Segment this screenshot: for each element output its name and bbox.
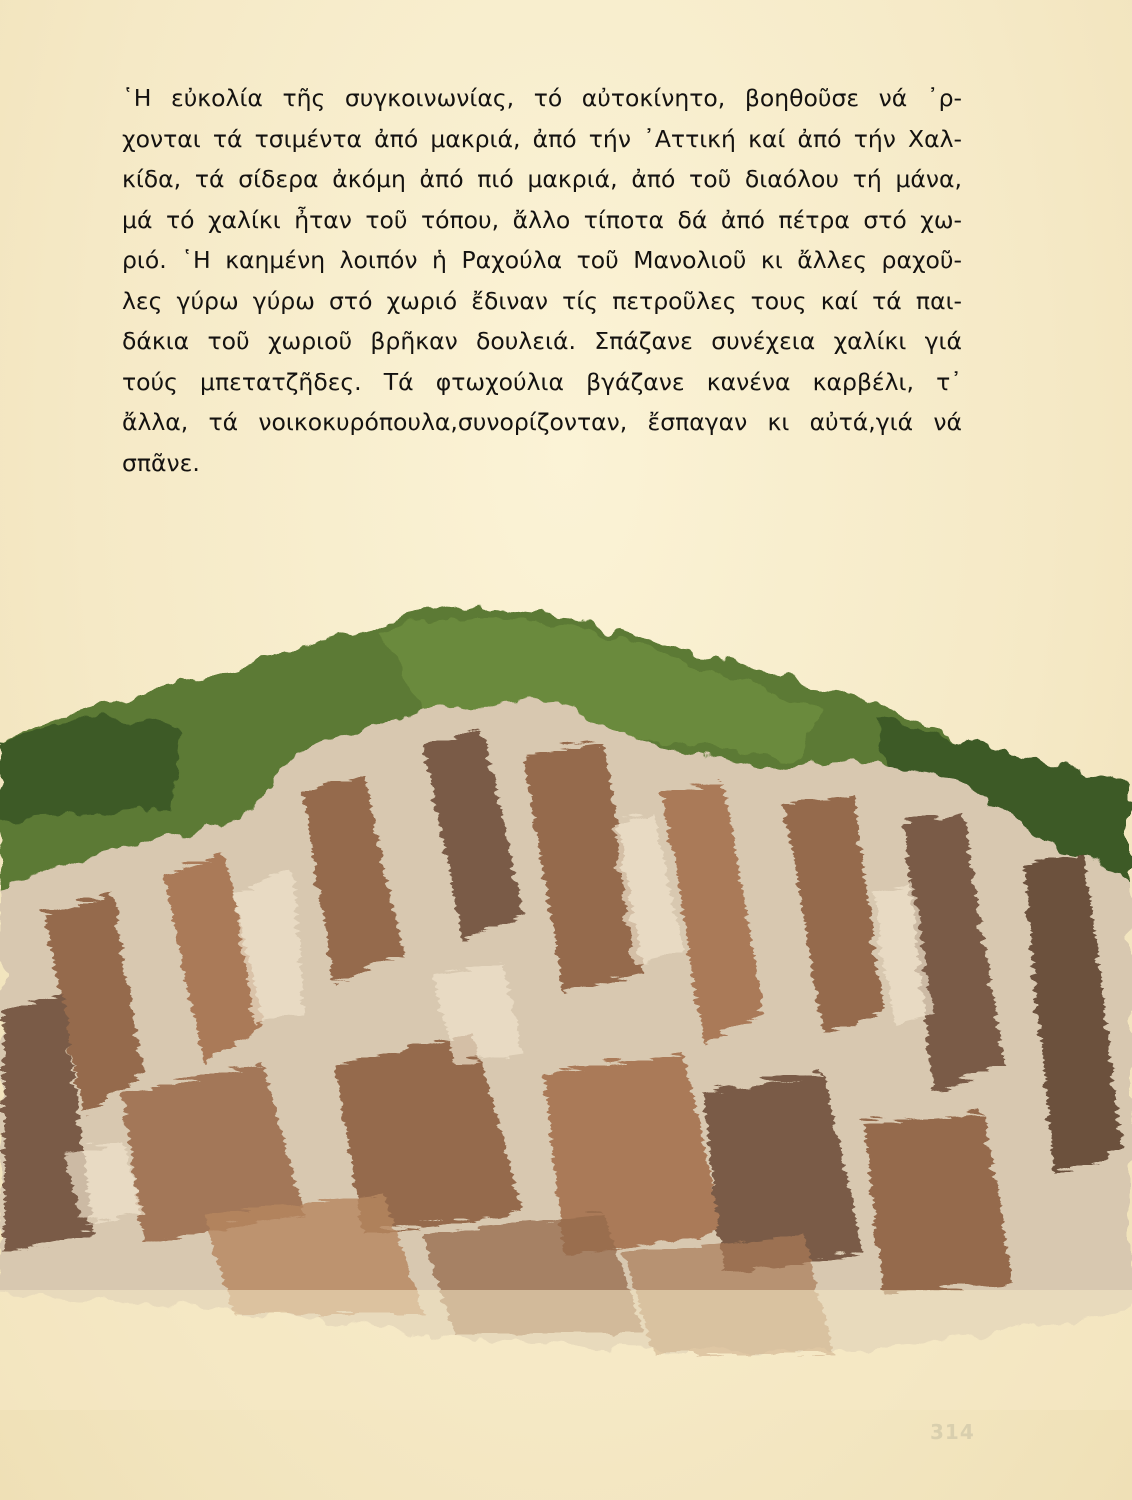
text-line: κίδα, τά σίδερα ἀκόμη ἀπό πιό μακριά, ἀπό τοῦ διαόλου τή μάνα,: [122, 165, 962, 193]
text-line: τούς μπετατζῆδες. Τά φτωχούλια βγάζανε κανένα καρβέλι, τ᾽: [122, 367, 962, 396]
text-line: χονται τά τσιμέντα ἀπό μακριά, ἀπό τήν ᾽Αττική καί ἀπό τήν Χαλ-: [122, 124, 962, 153]
text-line: δάκια τοῦ χωριοῦ βρῆκαν δουλειά. Σπάζανε συνέχεια χαλίκι γιά: [122, 327, 962, 355]
text-line: μά τό χαλίκι ἦταν τοῦ τόπου, ἄλλο τίποτα δά ἀπό πέτρα στό χω-: [122, 205, 962, 234]
text-line: ἄλλα, τά νοικοκυρόπουλα,συνορίζονταν, ἔσπαγαν κι αὐτά,γιά νά: [122, 408, 962, 436]
text-line: ριό. ῾Η καημένη λοιπόν ἡ Ραχούλα τοῦ Μανολιοῦ κι ἄλλες ραχοῦ-: [122, 246, 962, 274]
text-line: ῾Η εὐκολία τῆς συγκοινωνίας, τό αὐτοκίνητο, βοηθοῦσε νά ᾽ρ-: [122, 84, 962, 112]
page-number: 314: [930, 1420, 975, 1444]
body-paragraph: [122, 78, 962, 483]
text-line: σπᾶνε.: [122, 448, 200, 477]
text-line: λες γύρω γύρω στό χωριό ἔδιναν τίς πετροῦλες τους καί τά παι-: [122, 286, 962, 315]
rocky-quarry-hillside-painting-icon: [0, 590, 1132, 1410]
